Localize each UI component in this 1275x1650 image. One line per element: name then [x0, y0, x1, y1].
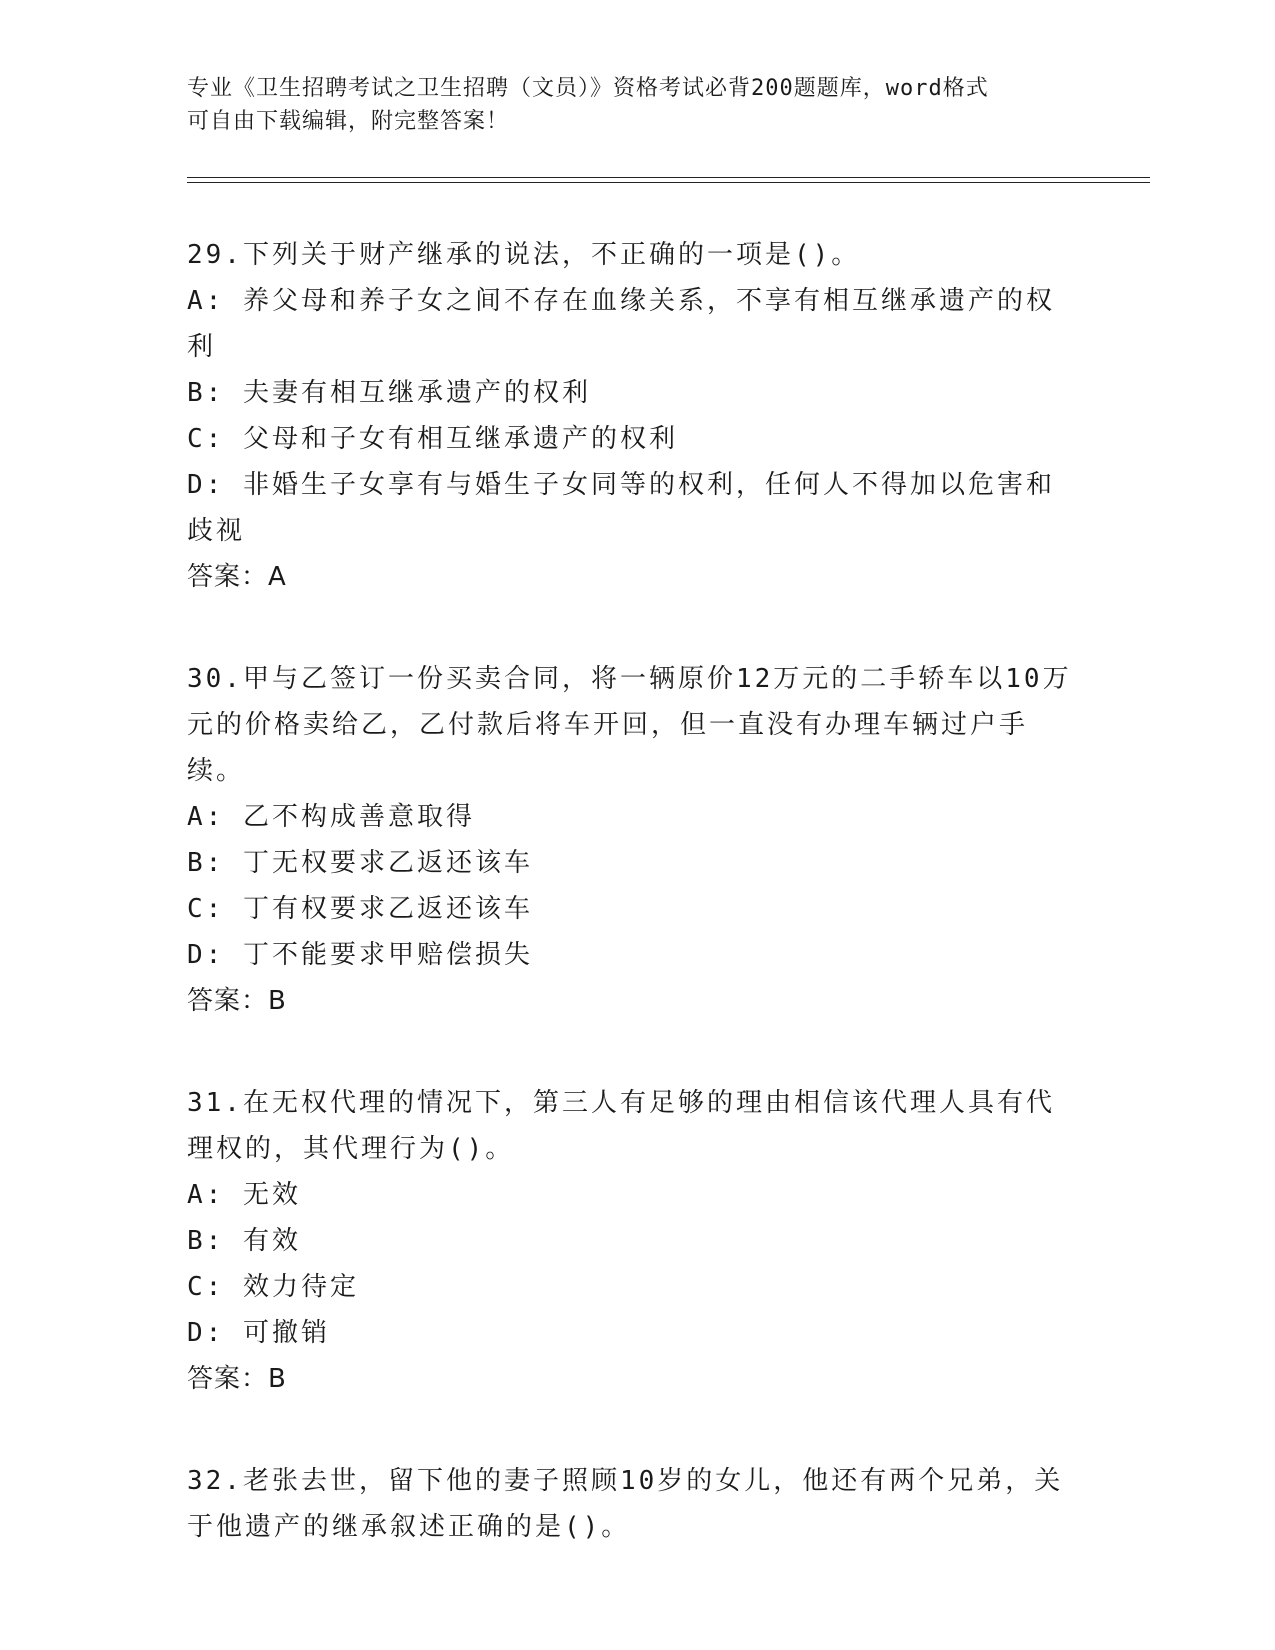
- question-list: [187, 232, 1077, 1606]
- answer-text: 答案：B: [187, 986, 287, 1016]
- question-29: [187, 232, 1077, 600]
- option-c: C: 丁有权要求乙返还该车: [187, 894, 533, 924]
- option-d: D: 丁不能要求甲赔偿损失: [187, 940, 533, 970]
- option-d: D: 可撤销: [187, 1318, 330, 1348]
- question-stem: 31.在无权代理的情况下，第三人有足够的理由相信该代理人具有代理权的，其代理行为()。: [187, 1088, 1055, 1164]
- header-line-1: 专业《卫生招聘考试之卫生招聘（文员）》资格考试必背200题题库，word格式: [187, 76, 989, 101]
- header-line-2: 可自由下载编辑，附完整答案！: [187, 109, 510, 134]
- option-b: B: 丁无权要求乙返还该车: [187, 848, 533, 878]
- header-divider-bottom: [187, 182, 1150, 183]
- question-30: [187, 656, 1077, 1024]
- option-a: A: 养父母和养子女之间不存在血缘关系，不享有相互继承遗产的权利: [187, 286, 1055, 362]
- question-stem: 29.下列关于财产继承的说法，不正确的一项是()。: [187, 240, 861, 270]
- option-d: D: 非婚生子女享有与婚生子女同等的权利，任何人不得加以危害和歧视: [187, 470, 1055, 546]
- answer-text: 答案：B: [187, 1364, 287, 1394]
- question-31: [187, 1080, 1077, 1402]
- option-c: C: 效力待定: [187, 1272, 359, 1302]
- option-c: C: 父母和子女有相互继承遗产的权利: [187, 424, 678, 454]
- option-a: A: 无效: [187, 1180, 301, 1210]
- question-32: [187, 1458, 1077, 1550]
- option-b: B: 夫妻有相互继承遗产的权利: [187, 378, 591, 408]
- answer-text: 答案：A: [187, 562, 287, 592]
- document-header: [187, 72, 1067, 138]
- header-divider-top: [187, 177, 1150, 178]
- question-stem: 30.甲与乙签订一份买卖合同，将一辆原价12万元的二手轿车以10万元的价格卖给乙，乙付款后将车开回，但一直没有办理车辆过户手续。: [187, 664, 1072, 786]
- option-b: B: 有效: [187, 1226, 301, 1256]
- question-stem: 32.老张去世，留下他的妻子照顾10岁的女儿，他还有两个兄弟，关于他遗产的继承叙述正确的是()。: [187, 1466, 1064, 1542]
- option-a: A: 乙不构成善意取得: [187, 802, 475, 832]
